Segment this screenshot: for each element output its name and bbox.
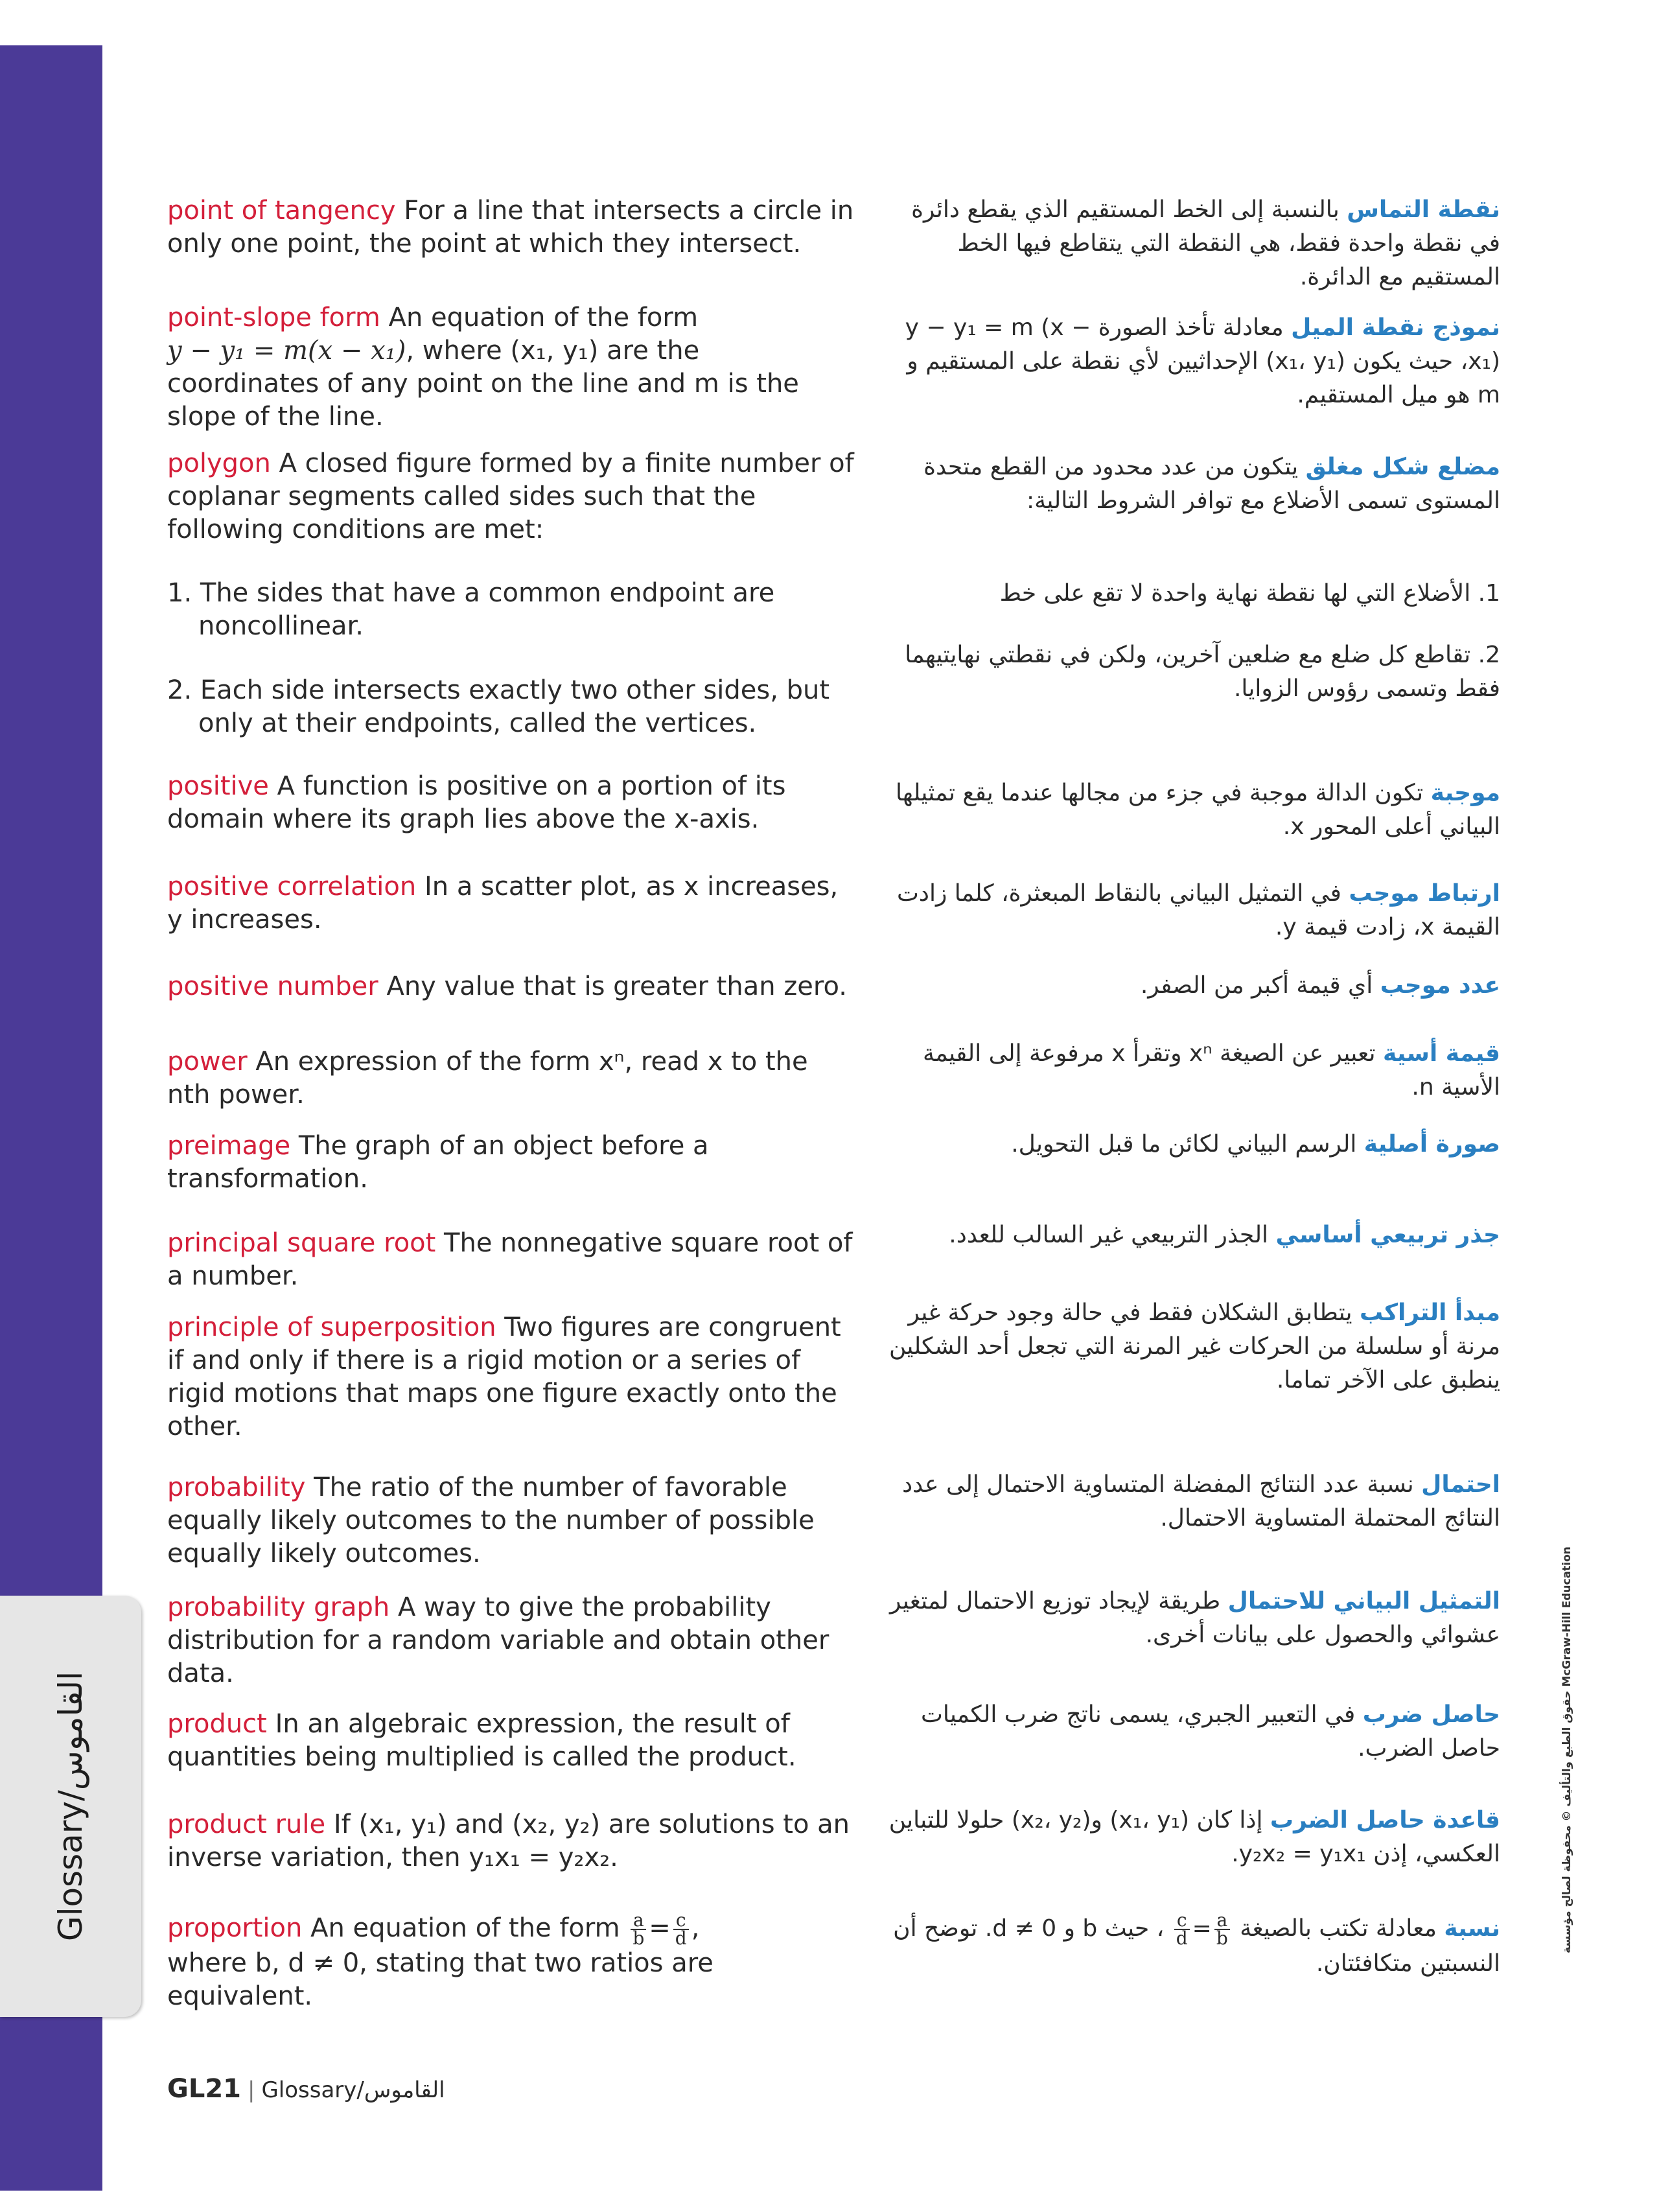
polygon-condition-1-ar: 1. الأضلاع التي لها نقطة نهاية واحدة لا تقع على خط (999, 580, 1500, 607)
term: polygon (167, 448, 271, 478)
definition: If (x₁, y₁) and (x₂, y₂) are solutions to an inverse variation, then y₁x₁ = y₂x₂. (167, 1810, 850, 1872)
definition-ar: معادلة تأخذ الصورة y − y₁ = m (x − x₁)، حيث يكون (x₁، y₁) الإحداثيين لأي نقطة على المستقيم و m هو ميل المستقيم. (905, 314, 1500, 408)
term-ar: مبدأ التراكب (1360, 1299, 1500, 1326)
term-ar: قيمة أسية (1382, 1040, 1500, 1067)
entry-positive (167, 770, 854, 836)
term-ar: نقطة التماس (1347, 196, 1500, 223)
definition-cont: , where (x₁, y₁) are the coordinates of any point on the line and m is the slope of the line. (167, 336, 799, 432)
definition-ar: يتطابق الشكلان فقط في حالة وجود حركة غير مرنة أو سلسلة من الحركات غير المرنة التي تجعل أحد الشكلين ينطبق على الآخر تماما. (888, 1299, 1500, 1393)
definition: The graph of an object before a transformation. (167, 1131, 709, 1194)
polygon-condition-2-ar: 2. تقاطع كل ضلع مع ضلعين آخرين، ولكن في نقطتي نهايتيهما فقط وتسمى رؤوس الزوايا. (905, 642, 1500, 702)
copyright-notice: حقوق الطبع والتأليف © محفوظة لصالح مؤسسة McGraw-Hill Education (1560, 1546, 1573, 1953)
footer-label: Glossary/القاموس (261, 2077, 445, 2103)
term: point-slope form (167, 303, 380, 332)
fraction-c-over-d: $\frac{c}{d}$ (673, 1912, 689, 1947)
definition: The ratio of the number of favorable equally likely outcomes to the number of possible equally likely outcomes. (167, 1473, 815, 1568)
definition: An equation of the form (388, 303, 699, 332)
fraction-a-over-b: $\frac{a}{b}$ (631, 1912, 646, 1947)
entry-ar-positive (888, 776, 1500, 844)
definition: In an algebraic expression, the result of quantities being multiplied is called the product. (167, 1709, 796, 1772)
term-ar: ارتباط موجب (1349, 880, 1500, 907)
definition: A closed figure formed by a finite number of coplanar segments called sides such that the following conditions are met: (167, 448, 854, 544)
term: positive (167, 771, 269, 801)
entry-ar-principal-square-root (888, 1218, 1500, 1252)
term: principal square root (167, 1228, 436, 1258)
definition-ar: معادلة تكتب بالصيغة (1240, 1915, 1437, 1942)
definition-ar: يتكون من عدد محدود من القطع متحدة المستوى تسمى الأضلاع مع توافر الشروط التالية: (923, 454, 1500, 514)
term-ar: قاعدة حاصل الضرب (1270, 1807, 1500, 1834)
definition-ar: طريقة لإيجاد توزيع الاحتمال لمتغير عشوائي والحصول على بيانات أخرى. (890, 1588, 1500, 1648)
entry-product-rule (167, 1808, 854, 1874)
definition-ar: إذا كان (x₁، y₁) و(x₂، y₂) حلولا للتباين العكسي، إذن y₂x₂ = y₁x₁. (888, 1807, 1500, 1867)
entry-ar-proportion: نسبة معادلة تكتب بالصيغة $\frac{a}{b}$ = $\frac{c}{d}$ ، حيث b و d ≠ 0. توضح أن النسبتين متكافئتان. (893, 1909, 1500, 1977)
definition-ar: الرسم البياني لكائن ما قبل التحويل. (1011, 1131, 1357, 1158)
term: probability (167, 1473, 306, 1502)
entry-product (167, 1708, 854, 1774)
entry-probability-graph (167, 1591, 854, 1690)
term-ar: نسبة (1444, 1915, 1500, 1942)
term-ar: التمثيل البياني للاحتمال (1227, 1588, 1500, 1614)
fraction-c-over-d-ar: $\frac{c}{d}$ (1174, 1912, 1190, 1947)
term-ar: مضلع شكل مغلق (1305, 454, 1500, 480)
term: positive number (167, 972, 378, 1001)
entry-probability (167, 1471, 854, 1570)
entry-ar-principle-of-superposition (888, 1296, 1500, 1397)
definition-ar-cont: ، حيث b و d ≠ 0. توضح أن النسبتين متكافئتان. (893, 1915, 1500, 1977)
fraction-a-over-b-ar: $\frac{a}{b}$ (1214, 1912, 1230, 1947)
formula: y − y₁ = m(x − x₁) (167, 336, 406, 366)
entry-point-of-tangency (167, 194, 854, 261)
definition: A function is positive on a portion of its domain where its graph lies above the x-axis. (167, 771, 786, 834)
definition-ar: في التمثيل البياني بالنقاط المبعثرة، كلما زادت القيمة x، زادت قيمة y. (897, 880, 1500, 940)
entry-ar-product (888, 1698, 1500, 1765)
term: principle of superposition (167, 1312, 496, 1342)
term-ar: جذر تربيعي أساسي (1275, 1222, 1500, 1248)
entry-ar-point-slope-form (888, 311, 1500, 412)
term: power (167, 1047, 248, 1077)
polygon-condition-1: 1. The sides that have a common endpoint are noncollinear. (167, 578, 775, 641)
term-ar: احتمال (1421, 1471, 1500, 1498)
entry-ar-probability (888, 1468, 1500, 1535)
definition-ar: بالنسبة إلى الخط المستقيم الذي يقطع دائرة في نقطة واحدة فقط، هي النقطة التي يتقاطع فيها الخط المستقيم مع الدائرة. (911, 196, 1500, 290)
term-ar: صورة أصلية (1363, 1131, 1500, 1158)
entry-ar-point-of-tangency (888, 193, 1500, 294)
definition-ar: تكون الدالة موجبة في جزء من مجالها عندما يقع تمثيلها البياني أعلى المحور x. (895, 780, 1500, 840)
term: probability graph (167, 1592, 390, 1622)
definition-ar: نسبة عدد النتائج المفضلة المتساوية الاحتمال إلى عدد النتائج المحتملة المتساوية الاحتمال. (902, 1471, 1500, 1531)
definition-cont: where b, d ≠ 0, stating that two ratios are equivalent. (167, 1948, 713, 2011)
definition-ar: في التعبير الجبري، يسمى ناتج ضرب الكميات حاصل الضرب. (920, 1701, 1500, 1762)
definition: The nonnegative square root of a number. (167, 1228, 853, 1291)
term: point of tangency (167, 196, 396, 226)
entry-preimage (167, 1130, 854, 1196)
term: positive correlation (167, 872, 417, 902)
definition: Two figures are congruent if and only if there is a rigid motion or a series of rigid motions that maps one figure exactly onto the other. (167, 1312, 841, 1441)
definition: For a line that intersects a circle in only one point, the point at which they intersect. (167, 196, 854, 259)
entry-ar-power (888, 1037, 1500, 1104)
term-ar: عدد موجب (1380, 972, 1500, 999)
definition-ar: تعبير عن الصيغة xⁿ وتقرأ x مرفوعة إلى القيمة الأسية n. (923, 1040, 1500, 1100)
term: preimage (167, 1131, 291, 1161)
entry-polygon (167, 447, 854, 546)
entry-power (167, 1045, 854, 1112)
entry-ar-polygon (888, 450, 1500, 518)
definition: A way to give the probability distribution for a random variable and obtain other data. (167, 1592, 830, 1688)
term: proportion (167, 1913, 303, 1943)
page-footer (167, 2074, 445, 2104)
definition: Any value that is greater than zero. (386, 972, 847, 1001)
entry-ar-positive-number (888, 969, 1500, 1003)
entry-proportion: proportion An equation of the form $\frac{a}{b}$ = $\frac{c}{d}$ , where b, d ≠ 0, stating that two ratios are equivalent. (167, 1909, 713, 2011)
entry-principle-of-superposition (167, 1311, 854, 1443)
definition: In a scatter plot, as x increases, y increases. (167, 872, 839, 935)
term: product (167, 1709, 267, 1739)
page-number: GL21 (167, 2074, 241, 2104)
entry-positive-correlation (167, 870, 854, 937)
definition: An expression of the form xⁿ, read x to the nth power. (167, 1047, 808, 1110)
term-ar: موجبة (1430, 780, 1500, 806)
entry-ar-product-rule (888, 1804, 1500, 1871)
glossary-tab-label: Glossary/القاموس (52, 1671, 89, 1942)
entry-positive-number (167, 970, 854, 1003)
entry-ar-positive-correlation (888, 877, 1500, 944)
polygon-condition-2: 2. Each side intersects exactly two other sides, but only at their endpoints, called the vertices. (167, 675, 830, 738)
definition-ar: الجذر التربيعي غير السالب للعدد. (949, 1222, 1269, 1248)
footer-separator: | (247, 2077, 255, 2103)
entry-point-slope-form (167, 301, 854, 434)
entry-ar-probability-graph (888, 1585, 1500, 1652)
term-ar: حاصل ضرب (1362, 1701, 1500, 1728)
definition-ar: أي قيمة أكبر من الصفر. (1140, 972, 1373, 999)
term-ar: نموذج نقطة الميل (1291, 314, 1500, 341)
entry-principal-square-root (167, 1227, 854, 1293)
term: product rule (167, 1810, 326, 1839)
entry-ar-preimage (888, 1128, 1500, 1161)
definition: An equation of the form (310, 1913, 620, 1943)
